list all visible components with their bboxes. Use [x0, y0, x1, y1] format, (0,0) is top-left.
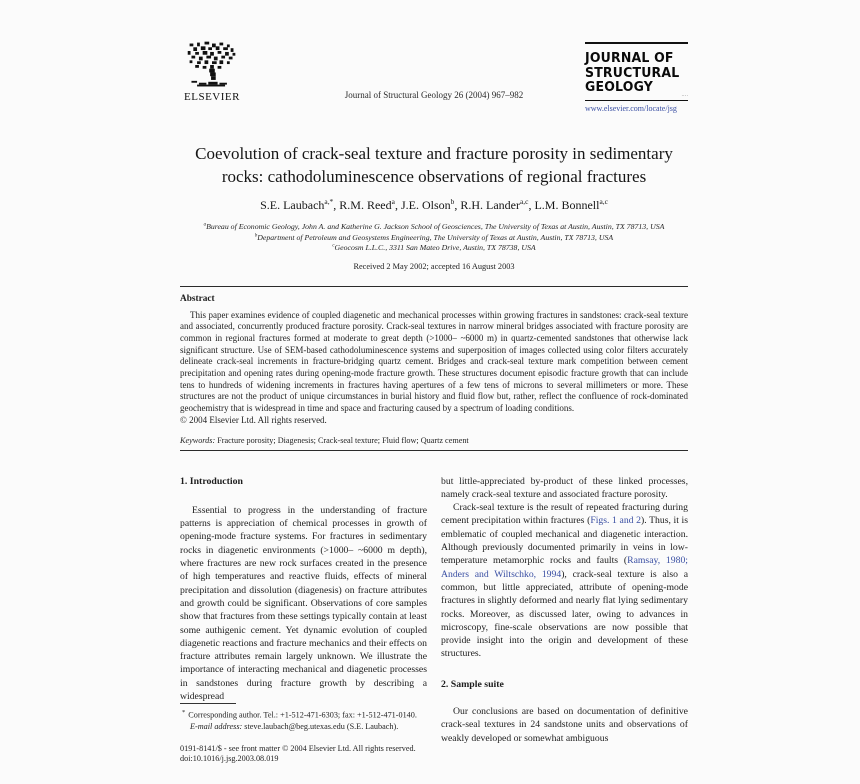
- journal-logo-title: JOURNAL OF STRUCTURAL GEOLOGY: [585, 48, 680, 95]
- column-right: [441, 475, 688, 761]
- author-list: S.E. Laubach$^{a,*}$, R.M. Reed$^a$, J.E. Olson$^b$, R.H. Lander$^{a,c}$, L.M. Bonnell$^{a,c}$: [260, 197, 608, 212]
- issn-doi-block: [180, 744, 427, 766]
- divider-rule: [180, 450, 688, 451]
- journal-website-link[interactable]: www.elsevier.com/locate/jsg: [585, 104, 677, 113]
- citation-link[interactable]: Ramsay, 1980; Anders and Wiltschko, 1994: [441, 555, 688, 580]
- column-left: [180, 475, 427, 764]
- received-dates: Received 2 May 2002; accepted 16 August 2003: [353, 261, 515, 271]
- elsevier-tree-icon: [180, 40, 244, 90]
- crack-seal-paragraph: Crack-seal texture is the result of repeated fracturing during cement precipitation within fractures (Figs. 1 and 2). Thus, it is emblematic of coupled mechanical and diagenetic interaction. Although previously documented primarily in veins in low-temperature metamorphic rocks and faults (Ramsay, 1980; Anders and Wiltschko, 1994), crack-seal texture is also a common, but little appreciated, attribute of opening-mode fractures in slightly deformed and nearly flat lying sedimentary rocks. Moreover, as discussed later, owing to advances in microscopy, fine-scale observations are now possible that provide insight into the origin and development of these structures.: [441, 502, 688, 660]
- intro-continuation-paragraph: but little-appreciated by-product of these linked processes, namely crack-seal texture and associated fracture porosity.: [441, 475, 688, 500]
- journal-logo-rule-top: [585, 42, 688, 44]
- body-columns: [180, 475, 688, 764]
- corresponding-author-text: Corresponding author. Tel.: +1-512-471-6303; fax: +1-512-471-0140.: [188, 711, 417, 721]
- author: R.M. Reed$^a$: [339, 197, 395, 212]
- email-label: E-mail address:: [190, 721, 243, 731]
- copyright-line: © 2004 Elsevier Ltd. All rights reserved.: [180, 414, 327, 425]
- affiliations: [180, 222, 688, 254]
- footnote-asterisk: *: [182, 709, 186, 717]
- doi-line: doi:10.1016/j.jsg.2003.08.019: [180, 754, 279, 764]
- corresponding-author-footnote: [180, 703, 427, 732]
- keywords-label: Keywords:: [180, 435, 216, 445]
- journal-citation-line: Journal of Structural Geology 26 (2004) 967–982: [344, 90, 524, 100]
- section-heading-sample-suite: 2. Sample suite: [441, 678, 504, 690]
- author: J.E. Olson$^b$: [400, 197, 455, 212]
- journal-logo-rule-bottom: [585, 100, 688, 102]
- article-title-line1: Coevolution of crack-seal texture and fracture porosity in sedimentary: [195, 144, 673, 163]
- sample-suite-paragraph: Our conclusions are based on documentation of definitive crack-seal textures in 24 sandstone units and observations of weakly developed or somewhat ambiguous: [441, 705, 688, 744]
- email-suffix: (S.E. Laubach).: [344, 721, 399, 731]
- affiliation: $^c$Geocosm L.L.C., 3311 San Mateo Drive, Austin, TX 78738, USA: [332, 243, 536, 252]
- author: R.H. Lander$^{a,c}$: [460, 197, 529, 212]
- footnote-rule: [180, 703, 236, 704]
- section-heading-introduction: 1. Introduction: [180, 475, 243, 487]
- abstract-text: This paper examines evidence of coupled diagenetic and mechanical processes within growing fractures in sandstones: crack-seal texture and associated, concurrently produced fracture porosity. Crack-seal textures in narrow mineral bridges associated with fracture porosity are common in regional fractures formed at moderate to great depth (>1000– ~6000 m) in quartz-cemented sandstones that otherwise lack significant structure. Use of SEM-based cathodoluminescence systems and superposition of images collected using color filters accurately delineate crack-seal increments in fracture-bridging quartz cement. Bridges and crack-seal texture mark competition between cement precipitation and opening rates during opening-mode fracture growth. These structures document episodic fracture growth that can include tens to hundreds of widening increments in fractures having apertures of a few tens of microns to several millimeters or more. These structures are not the product of unique circumstances in burial history and fluid flow but, rather, reflect the confluence of rock-dominated geochemistry that is widespread in time and space and fracturing caused by a spectrum of loading conditions.: [180, 309, 688, 414]
- abstract-heading: Abstract: [180, 293, 215, 304]
- affiliation: $^a$Bureau of Economic Geology, John A. and Katherine G. Jackson School of Geosciences, The University of Texas at Austin, Austin, TX 78713, USA: [203, 222, 665, 231]
- page-header: [180, 0, 688, 120]
- keywords-line: [180, 436, 688, 445]
- keywords-text: Fracture porosity; Diagenesis; Crack-seal texture; Fluid flow; Quartz cement: [215, 435, 469, 445]
- elsevier-wordmark: ELSEVIER: [184, 91, 240, 103]
- page-content: [180, 0, 688, 764]
- figure-reference-link[interactable]: Figs. 1 and 2: [590, 515, 641, 527]
- article-title-line2: rocks: cathodoluminescence observations of regional fractures: [221, 167, 647, 186]
- affiliation: $^b$Department of Petroleum and Geosystems Engineering, The University of Texas at Austin, Austin, TX 78713, USA: [254, 232, 614, 242]
- issn-line: 0191-8141/$ - see front matter © 2004 Elsevier Ltd. All rights reserved.: [180, 743, 416, 753]
- journal-logo-dots: ····: [681, 93, 688, 99]
- email-address[interactable]: steve.laubach@beg.utexas.edu: [242, 721, 345, 731]
- introduction-paragraph: Essential to progress in the understanding of fracture patterns is appreciation of chemical processes in growth of opening-mode fracture systems. For fractures in sedimentary rocks in diagenetic environments (>1000– ~6000 m depth), where fractures are new rock surfaces created in the presence of high temperatures and reactive fluids, effects of mineral precipitation and dissolution (diagenesis) on fracture attributes and growth could be significant. Observations of core samples show that fractures from these settings typically contain at least some authigenic cement. Yet dynamic evolution of coupled diagenetic reactions and fracture mechanics and their effects on fracture attributes remain largely unknown. We illustrate the importance of interacting mechanical and diagenetic processes in sandstones during fracture growth by describing a widespread: [180, 504, 427, 702]
- author: S.E. Laubach$^{a,*}$: [260, 197, 334, 212]
- author: L.M. Bonnell$^{a,c}$: [534, 197, 608, 212]
- journal-logo: [585, 42, 688, 113]
- article-title: [180, 142, 688, 188]
- divider-rule: [180, 286, 688, 287]
